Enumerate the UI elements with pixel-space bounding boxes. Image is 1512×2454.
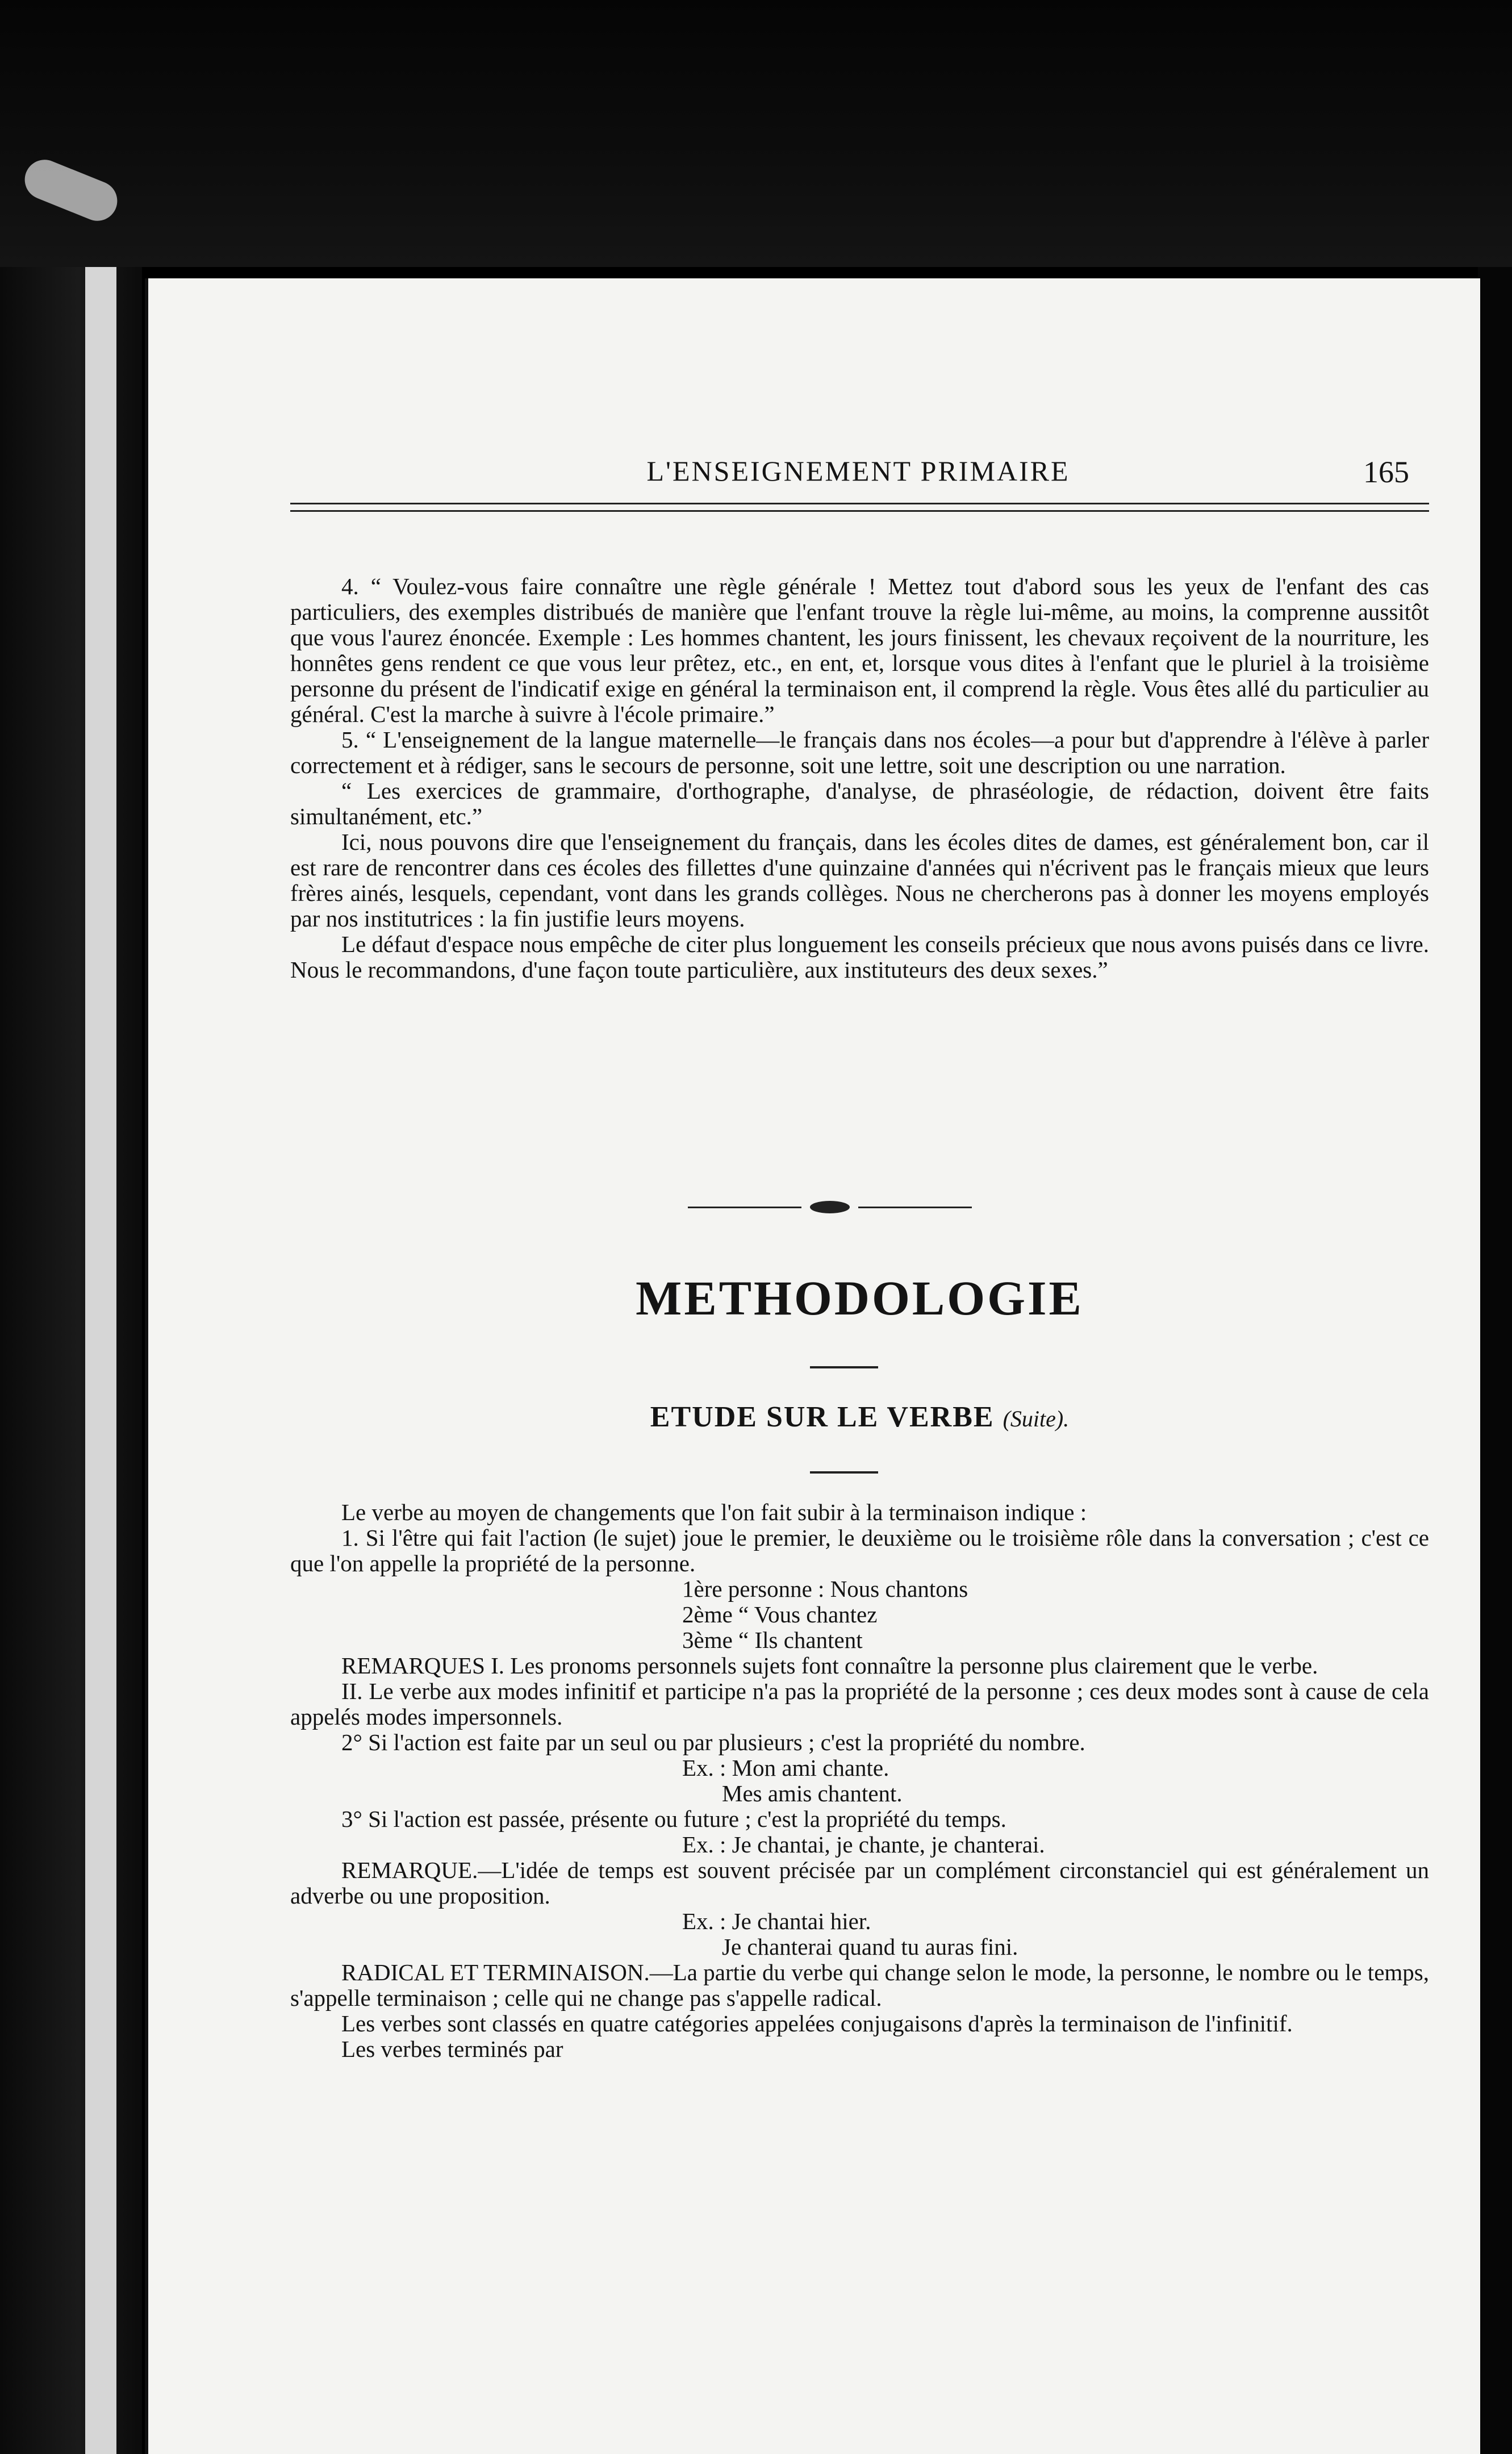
subsection-suite: (Suite). — [1003, 1406, 1070, 1432]
subsection-title — [290, 1400, 1429, 1434]
page-number: 165 — [1363, 455, 1409, 489]
microfilm-top-margin — [0, 0, 1512, 267]
example-line: Ex. : Je chantai, je chante, je chanterai. — [682, 1831, 1045, 1858]
running-head — [148, 454, 1480, 506]
example-line: 3ème “ Ils chantent — [682, 1627, 863, 1653]
paragraph: II. Le verbe aux modes infinitif et participe n'a pas la propriété de la personne ; ces deux modes sont à cause de cela appelés modes impersonnels. — [290, 1678, 1429, 1730]
paragraph: Le défaut d'espace nous empêche de citer plus longuement les conseils précieux que nous avons puisés dans ce livre. Nous le recommandons, d'une façon toute particulière, aux instituteurs des deux sexes.” — [290, 931, 1429, 983]
section-title: METHODOLOGIE — [636, 1271, 1084, 1325]
microfilm-right-margin — [1478, 267, 1512, 2454]
paragraph: Les verbes sont classés en quatre catégories appelées conjugaisons d'après la terminaison de l'infinitif. — [341, 2010, 1293, 2036]
paragraph: Ici, nous pouvons dire que l'enseignement du français, dans les écoles dites de dames, est généralement bon, car il est rare de rencontrer dans ces écoles des fillettes d'une quinzaine d'années qui n'écrivent pas le français mieux que leurs frères ainés, lesquels, cependant, vont dans les grands collèges. Nous ne chercherons pas à donner les moyens employés par nos institutrices : la fin justifie leurs moyens. — [290, 829, 1429, 932]
paragraph: REMARQUES I. Les pronoms personnels sujets font connaître la personne plus clairement que le verbe. — [341, 1652, 1318, 1679]
microfilm-left-margin — [0, 267, 142, 2454]
book-edge — [85, 267, 116, 2454]
subsection-title-text: ETUDE SUR LE VERBE — [650, 1401, 995, 1433]
subsection-rule — [810, 1471, 878, 1474]
paragraph: REMARQUE.—L'idée de temps est souvent précisée par un complément circonstanciel qui est généralement un adverbe ou une proposition. — [290, 1857, 1429, 1909]
paragraph: 1. Si l'être qui fait l'action (le sujet) joue le premier, le deuxième ou le troisième rôle dans la conversation ; c'est ce que l'on appelle la propriété de la personne. — [290, 1525, 1429, 1576]
book-page — [145, 278, 1480, 2454]
header-double-rule — [290, 503, 1429, 512]
section-ornament — [688, 1199, 972, 1216]
section-rule — [810, 1366, 878, 1368]
paragraph: 5. “ L'enseignement de la langue maternelle—le français dans nos écoles—a pour but d'apprendre à l'élève à parler correctement et à rédiger, sans le secours de personne, soit une lettre, soit une description ou une narration. — [290, 727, 1429, 778]
top-text-block — [290, 574, 1429, 983]
paragraph: RADICAL ET TERMINAISON.—La partie du verbe qui change selon le mode, la personne, le nombre ou le temps, s'appelle terminaison ; celle qui ne change pas s'appelle radical. — [290, 1959, 1429, 2011]
paragraph: “ Les exercices de grammaire, d'orthographe, d'analyse, de phraséologie, de rédaction, doivent être faits simultanément, etc.” — [290, 778, 1429, 829]
example-line: Je chanterai quand tu auras fini. — [722, 1934, 1018, 1960]
example-line: Mes amis chantent. — [722, 1780, 903, 1806]
paragraph: 2° Si l'action est faite par un seul ou par plusieurs ; c'est la propriété du nombre. — [341, 1729, 1085, 1755]
paragraph: Les verbes terminés par — [341, 2036, 563, 2062]
paragraph: 4. “ Voulez-vous faire connaître une règle générale ! Mettez tout d'abord sous les yeux de l'enfant des cas particuliers, des exemples distribués de manière que l'enfant trouve la règle lui-même, au moins, la comprenne aussitôt que vous l'aurez énoncée. Exemple : Les hommes chantent, les jours finissent, les chevaux reçoivent de la nourriture, les honnêtes gens rendent ce que vous leur prêtez, etc., en ent, et, lorsque vous dites à l'enfant que le pluriel à la troisième personne du présent de l'indicatif exige en général la terminaison ent, il comprend la règle. Vous êtes allé du particulier au général. C'est la marche à suivre à l'école primaire.” — [290, 573, 1429, 727]
paragraph: Le verbe au moyen de changements que l'on fait subir à la terminaison indique : — [341, 1499, 1087, 1525]
example-line: 1ère personne : Nous chantons — [682, 1576, 968, 1602]
running-title: L'ENSEIGNEMENT PRIMAIRE — [646, 455, 1070, 487]
lower-text-block — [290, 1500, 1429, 2062]
example-line: 2ème “ Vous chantez — [682, 1601, 878, 1627]
example-line: Ex. : Je chantai hier. — [682, 1908, 871, 1934]
paragraph: 3° Si l'action est passée, présente ou future ; c'est la propriété du temps. — [341, 1806, 1006, 1832]
example-line: Ex. : Mon ami chante. — [682, 1755, 889, 1781]
